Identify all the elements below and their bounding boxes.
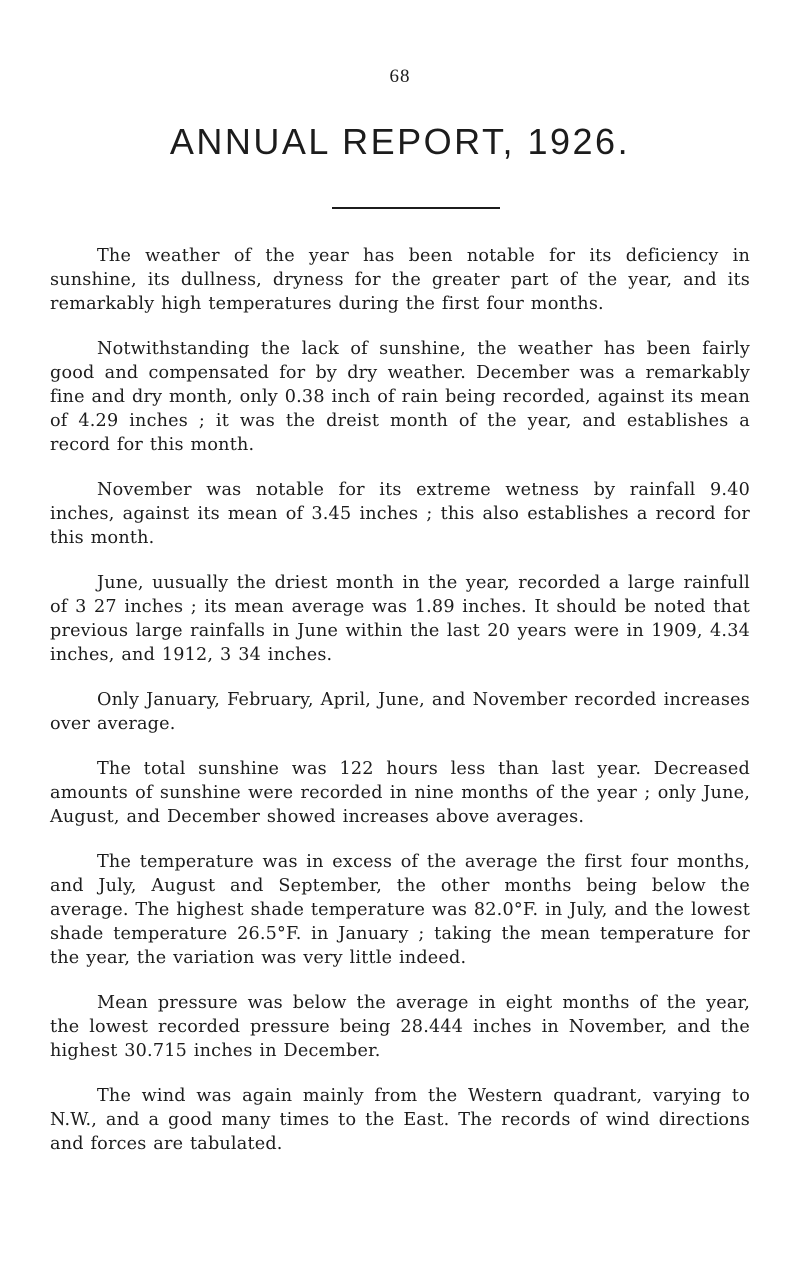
paragraph-sunshine: The total sunshine was 122 hours less than last year. Decreased amounts of sunshine were recorded in nine months of the year ; only June, August, and December showed increases above averages. bbox=[50, 759, 750, 827]
paragraph-pressure: Mean pressure was below the average in eight months of the year, the lowest recorded pressure being 28.444 inches in November, and the highest 30.715 inches in December. bbox=[50, 993, 750, 1061]
paragraph-june: June, uusually the driest month in the year, recorded a large rainfull of 3 27 inches ; its mean average was 1.89 inches. It should be noted that previous large rainfalls in June within the last 20 years were in 1909, 4.34 inches, and 1912, 3 34 inches. bbox=[50, 573, 750, 665]
title-divider bbox=[332, 207, 500, 209]
paragraph-wind: The wind was again mainly from the Western quadrant, varying to N.W., and a good many times to the East. The records of wind directions and forces are tabulated. bbox=[50, 1086, 750, 1154]
page-number: 68 bbox=[389, 66, 411, 87]
paragraph-november: November was notable for its extreme wetness by rainfall 9.40 inches, against its mean of 3.45 inches ; this also establishes a record for this month. bbox=[50, 480, 750, 548]
paragraph-increases: Only January, February, April, June, and November recorded increases over average. bbox=[50, 690, 750, 734]
paragraph-weather-summary: The weather of the year has been notable for its deficiency in sunshine, its dullness, dryness for the greater part of the year, and its remarkably high temperatures during the first four months. bbox=[50, 246, 750, 314]
paragraph-december: Notwithstanding the lack of sunshine, the weather has been fairly good and compensated for by dry weather. December was a remarkably fine and dry month, only 0.38 inch of rain being recorded, against its mean of 4.29 inches ; it was the dreist month of the year, and establishes a record for this month. bbox=[50, 339, 750, 455]
paragraph-temperature: The temperature was in excess of the average the first four months, and July, August and September, the other months being below the average. The highest shade temperature was 82.0°F. in July, and the lowest shade temperature 26.5°F. in January ; taking the mean temperature for the year, the variation was very little indeed. bbox=[50, 852, 750, 968]
report-body bbox=[50, 244, 750, 1177]
page-title: ANNUAL REPORT, 1926. bbox=[169, 121, 631, 162]
